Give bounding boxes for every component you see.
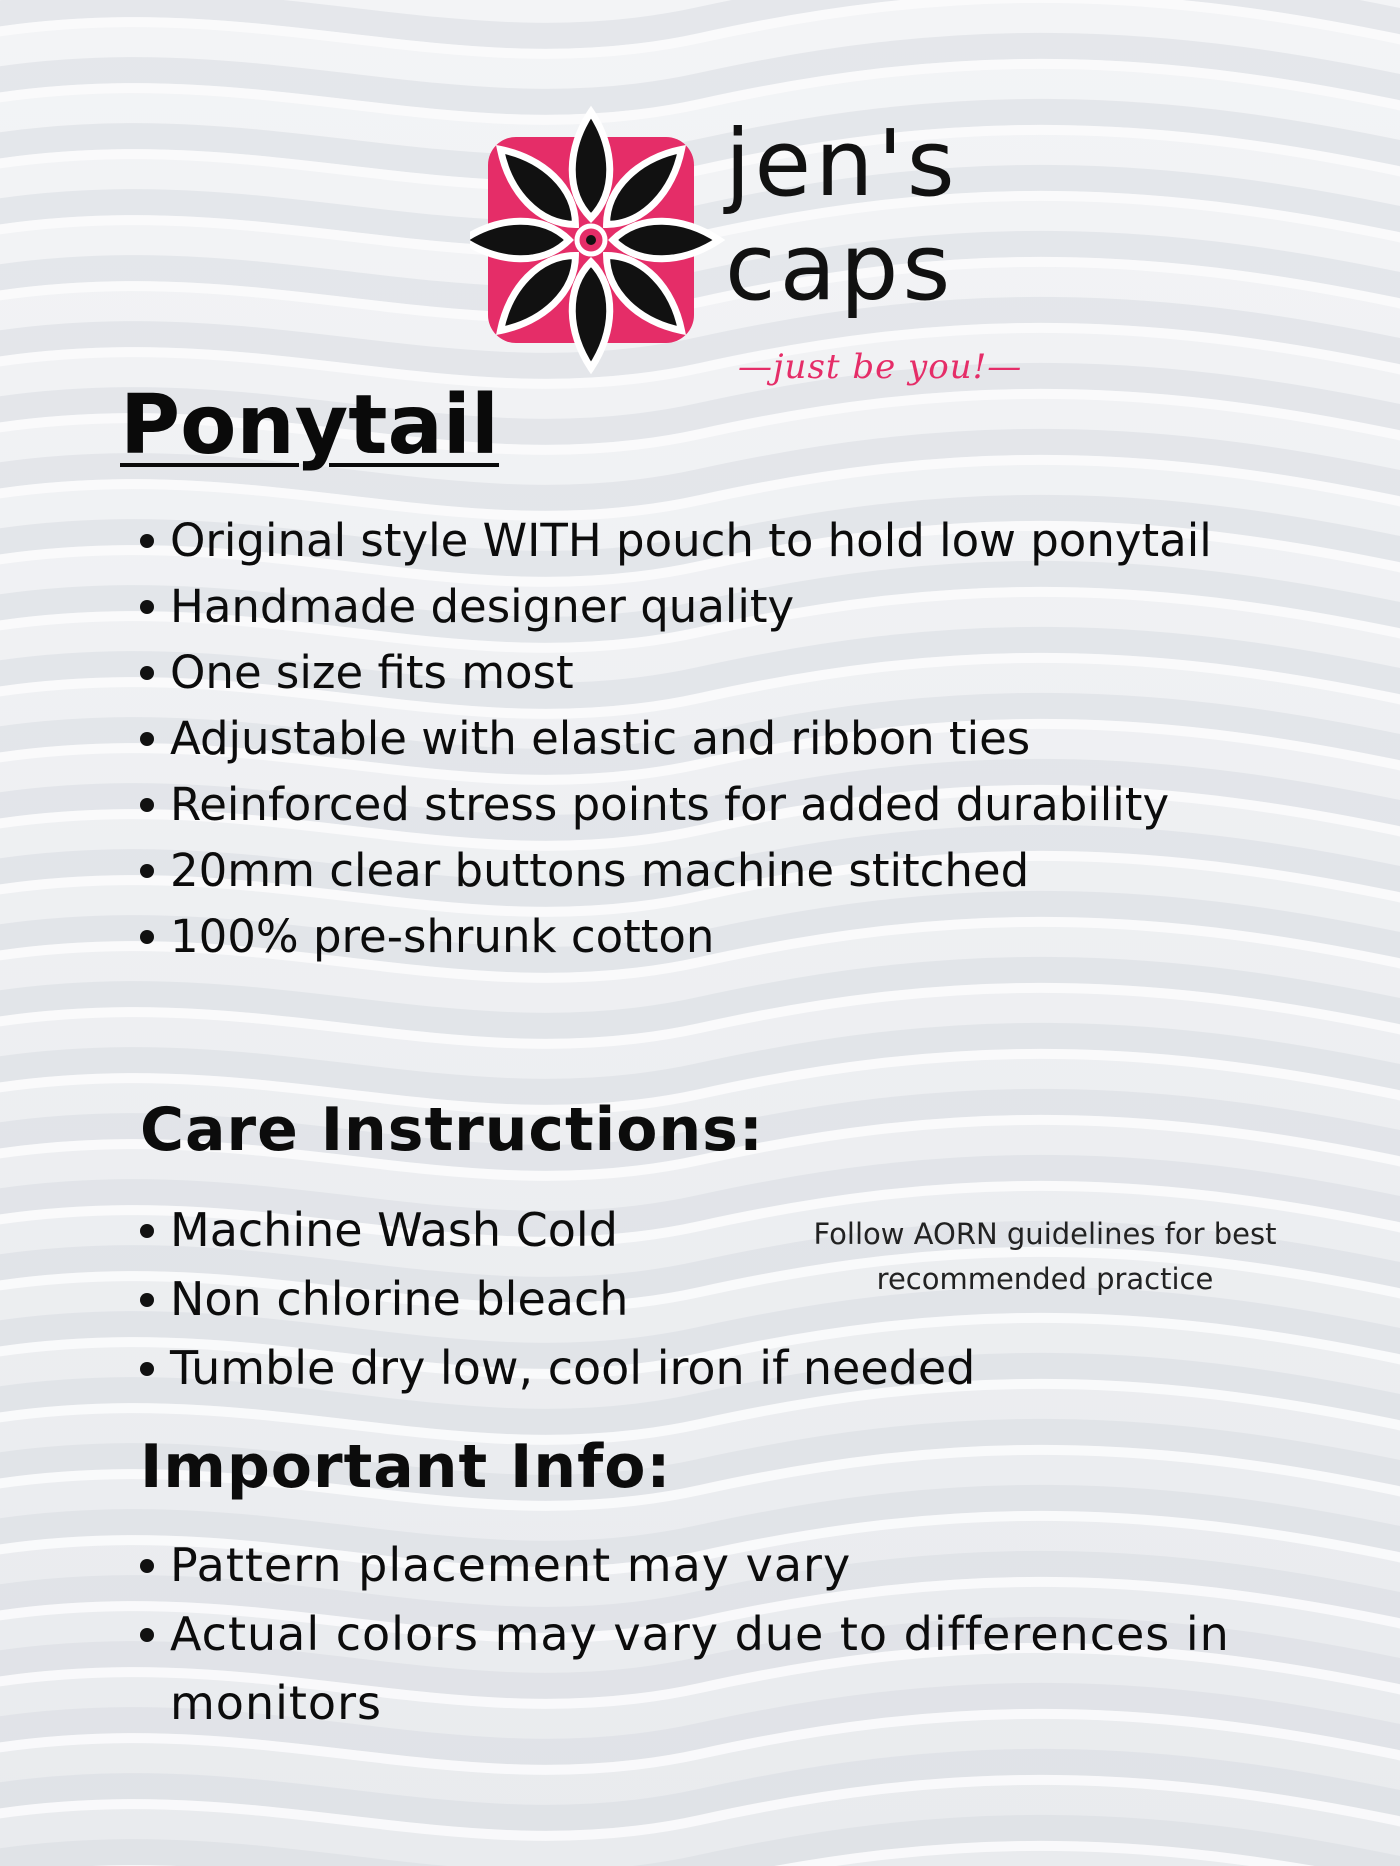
feature-item: Handmade designer quality bbox=[128, 574, 1212, 640]
brand-name-line2: caps bbox=[725, 214, 955, 321]
care-item: Machine Wash Cold bbox=[128, 1196, 975, 1265]
care-item: Non chlorine bleach bbox=[128, 1265, 975, 1334]
feature-item: One size fits most bbox=[128, 640, 1212, 706]
care-item: Tumble dry low, cool iron if needed bbox=[128, 1334, 975, 1403]
feature-item: Reinforced stress points for added durability bbox=[128, 772, 1212, 838]
flower-petal bbox=[572, 112, 610, 218]
info-item: Actual colors may vary due to differences in monitors bbox=[128, 1600, 1270, 1738]
care-instructions-heading: Care Instructions: bbox=[140, 1095, 764, 1165]
flower-petal bbox=[470, 221, 569, 259]
feature-item: Original style WITH pouch to hold low ponytail bbox=[128, 508, 1212, 574]
aorn-note: Follow AORN guidelines for best recommended practice bbox=[813, 1217, 1277, 1296]
flower-petal bbox=[572, 262, 610, 368]
info-list bbox=[128, 1531, 1270, 1738]
product-title: Ponytail bbox=[120, 378, 500, 473]
feature-item: 20mm clear buttons machine stitched bbox=[128, 838, 1212, 904]
flower-center-dot bbox=[586, 235, 596, 245]
feature-item: Adjustable with elastic and ribbon ties bbox=[128, 706, 1212, 772]
flower-petal bbox=[613, 221, 719, 259]
brand-name-line1: jen's bbox=[725, 110, 959, 217]
feature-list bbox=[128, 508, 1212, 970]
brand-tagline: —just be you!— bbox=[738, 347, 1023, 387]
feature-item: 100% pre-shrunk cotton bbox=[128, 904, 1212, 970]
info-item: Pattern placement may vary bbox=[128, 1531, 1270, 1600]
important-info-heading: Important Info: bbox=[140, 1432, 672, 1502]
brand-logo bbox=[470, 105, 1030, 405]
flower-icon bbox=[470, 112, 719, 368]
